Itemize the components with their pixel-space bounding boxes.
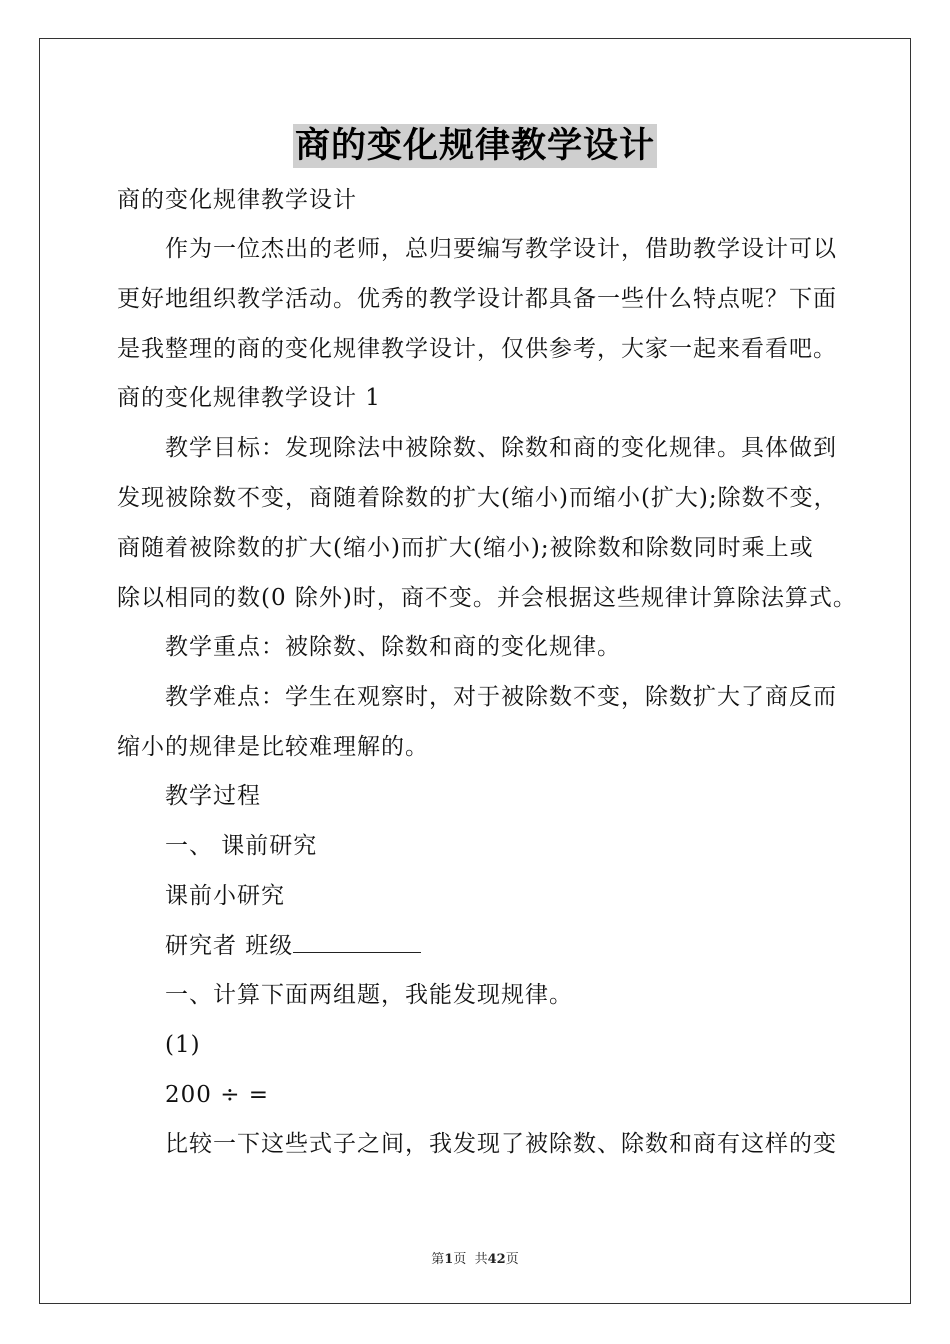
paragraph-line: 教学重点：被除数、除数和商的变化规律。: [165, 634, 621, 660]
researcher-label: 研究者 班级: [165, 933, 294, 959]
paragraph-line: 200 ÷ =: [165, 1082, 270, 1108]
footer-total-pages: 42: [487, 1252, 506, 1267]
paragraph-line: 教学难点：学生在观察时，对于被除数不变，除数扩大了商反而: [165, 684, 837, 710]
subtitle-line: 商的变化规律教学设计: [117, 187, 357, 213]
paragraph-line: 是我整理的商的变化规律教学设计，仅供参考，大家一起来看看吧。: [117, 336, 837, 362]
footer-suffix: 页: [505, 1252, 519, 1267]
paragraph-line: 除以相同的数(0 除外)时，商不变。并会根据这些规律计算除法算式。: [117, 585, 857, 611]
paragraph-line: 教学目标：发现除法中被除数、除数和商的变化规律。具体做到: [165, 435, 837, 461]
page-footer: [0, 1248, 950, 1267]
paragraph-line: 课前小研究: [165, 883, 285, 909]
title-container: [0, 124, 950, 168]
footer-prefix: 第: [431, 1252, 445, 1267]
paragraph-line: 更好地组织教学活动。优秀的教学设计都具备一些什么特点呢？下面: [117, 286, 837, 312]
paragraph-line: 商随着被除数的扩大(缩小)而扩大(缩小);被除数和除数同时乘上或: [117, 535, 814, 561]
paragraph-line: 一、计算下面两组题，我能发现规律。: [165, 982, 573, 1008]
paragraph-line: 发现被除数不变，商随着除数的扩大(缩小)而缩小(扩大);除数不变，: [117, 485, 838, 511]
paragraph-line: 缩小的规律是比较难理解的。: [117, 734, 429, 760]
section-heading: 商的变化规律教学设计 1: [117, 385, 381, 411]
page-border: [39, 38, 911, 1304]
paragraph-line: 比较一下这些式子之间，我发现了被除数、除数和商有这样的变: [165, 1131, 837, 1157]
paragraph-line: 作为一位杰出的老师，总归要编写教学设计，借助教学设计可以: [165, 236, 837, 262]
paragraph-line: 教学过程: [165, 783, 261, 809]
paragraph-line: 一、 课前研究: [165, 833, 318, 859]
footer-page-number: 1: [444, 1252, 454, 1267]
researcher-line: [165, 930, 421, 961]
document-title: 商的变化规律教学设计: [294, 125, 655, 166]
footer-mid: 页 共: [453, 1252, 488, 1267]
paragraph-line: (1): [165, 1032, 201, 1058]
class-blank: [293, 930, 421, 953]
